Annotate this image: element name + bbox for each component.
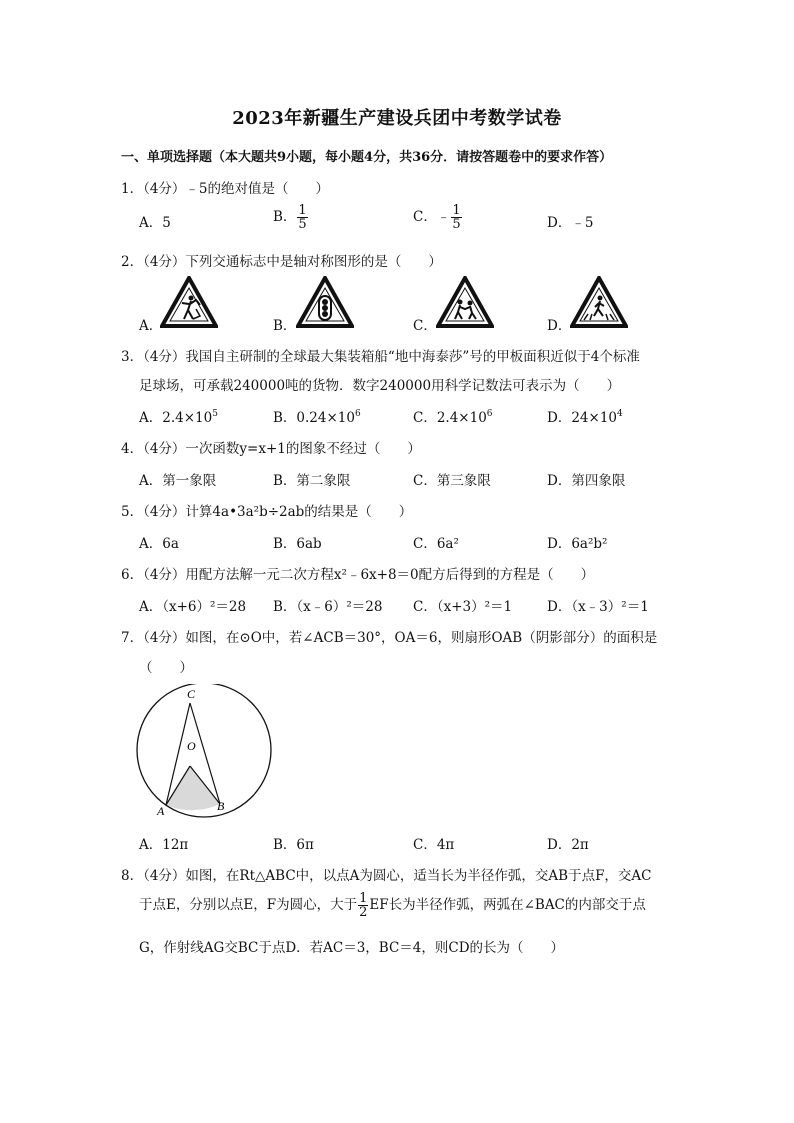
- q3-option-c: C．$2.4\times 10^6$: [413, 409, 493, 426]
- point-label-o: O: [187, 739, 196, 753]
- q6-option-c: C．（x+3）²＝1: [413, 599, 513, 615]
- point-label-a: A: [157, 804, 165, 818]
- question-8-stem-line-1: 8．（4分）如图，在Rt△ABC中，以点A为圆心，适当长为半径作弧，交AB于点F，交AC: [121, 868, 652, 884]
- q3-option-b: B．$0.24\times 10^6$: [273, 409, 361, 426]
- pedestrian-crossing-sign-icon: [570, 276, 628, 328]
- question-2-stem: 2．（4分）下列交通标志中是轴对称图形的是（ ）: [121, 254, 442, 270]
- q5-option-b: B．6ab: [273, 536, 322, 552]
- q3-option-d: D．$24\times 10^4$: [547, 409, 623, 426]
- question-5-stem: 5．（4分）计算4a•3a²b÷2ab的结果是（ ）: [121, 504, 413, 520]
- q6-option-d: D．（x﹣3）²＝1: [547, 599, 649, 615]
- circle-sector-figure: [130, 684, 280, 820]
- q1-option-b: B． $\frac{1}{5}$: [273, 203, 307, 232]
- q4-option-c: C．第三象限: [413, 473, 491, 489]
- traffic-light-sign-icon: [296, 276, 354, 328]
- q7-option-b: B．6π: [273, 837, 314, 853]
- q1-option-c: C．﹣ $\frac{1}{5}$: [413, 203, 461, 232]
- children-crossing-sign-icon: [436, 276, 494, 328]
- question-3-stem-line-1: 3．（4分）我国自主研制的全球最大集装箱船“地中海泰莎”号的甲板面积近似于4个标准: [121, 349, 640, 365]
- q2-option-c: C．: [413, 318, 437, 334]
- section-heading: 一、单项选择题（本大题共9小题，每小题4分，共36分．请按答题卷中的要求作答）: [121, 150, 613, 165]
- q3-option-a: A．$2.4\times 10^5$: [139, 409, 218, 426]
- q4-option-b: B．第二象限: [273, 473, 351, 489]
- q5-option-d: D．6a²b²: [547, 536, 608, 552]
- question-8-stem-line-2: 于点E，分别以点E，F为圆心，大于 $\frac{1}{2}$ EF长为半径作弧，两弧在∠BAC的内部交于点: [139, 891, 646, 920]
- q5-option-c: C．6a²: [413, 536, 459, 552]
- question-3-stem-line-2: 足球场，可承载240000吨的货物．数字240000用科学记数法可表示为（ ）: [139, 378, 621, 394]
- question-7-stem-line-1: 7．（4分）如图，在⊙O中，若∠ACB＝30°，OA＝6，则扇形OAB（阴影部分）的面积是: [121, 630, 658, 646]
- q4-option-d: D．第四象限: [547, 473, 626, 489]
- q2-option-d: D．: [547, 318, 572, 334]
- q1-option-a: A．5: [139, 215, 171, 231]
- question-6-stem: 6．（4分）用配方法解一元二次方程x²﹣6x+8＝0配方后得到的方程是（ ）: [121, 567, 595, 583]
- point-label-b: B: [217, 799, 225, 813]
- q1-option-d: D．﹣5: [547, 215, 594, 231]
- q2-option-b: B．: [273, 318, 297, 334]
- question-1-stem: 1．（4分）﹣5的绝对值是（ ）: [121, 181, 330, 197]
- worker-sign-icon: [160, 276, 218, 328]
- question-4-stem: 4．（4分）一次函数y=x+1的图象不经过（ ）: [121, 441, 421, 457]
- q4-option-a: A．第一象限: [139, 473, 217, 489]
- q2-option-a: A．: [139, 318, 163, 334]
- q7-option-c: C．4π: [413, 837, 455, 853]
- q6-option-b: B．（x﹣6）²＝28: [273, 599, 383, 615]
- q5-option-a: A．6a: [139, 536, 179, 552]
- point-label-c: C: [187, 687, 196, 701]
- question-8-stem-line-3: G，作射线AG交BC于点D．若AC＝3，BC＝4，则CD的长为（ ）: [139, 940, 565, 956]
- q7-option-d: D．2π: [547, 837, 589, 853]
- q7-option-a: A．12π: [139, 837, 189, 853]
- question-7-stem-line-2: （ ）: [139, 660, 193, 676]
- q6-option-a: A．（x+6）²＝28: [139, 599, 247, 615]
- page-title: 2023年新疆生产建设兵团中考数学试卷: [232, 108, 562, 129]
